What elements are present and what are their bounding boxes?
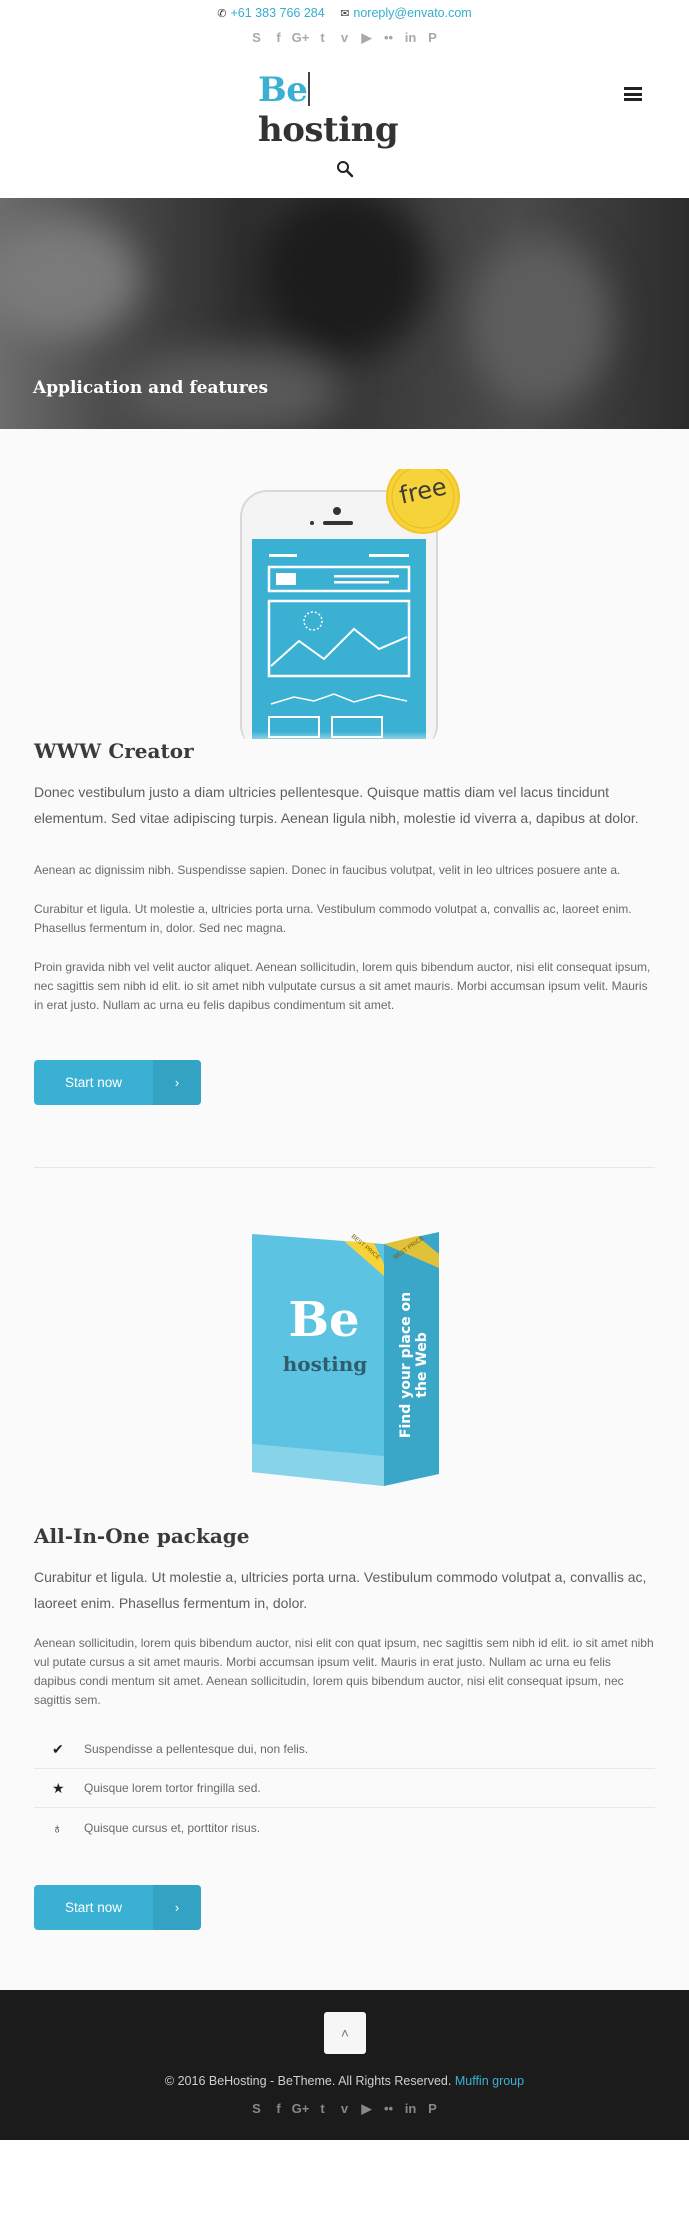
flickr-icon[interactable]: •• [383,30,394,45]
envelope-icon: ✉ [340,8,350,20]
hero-plant-shadow [260,198,430,358]
lead-paragraph: Curabitur et ligula. Ut molestie a, ultricies porta urna. Vestibulum commodo volutpat a, convallis ac, laoreet enim. Phasellus fermentum in, dolor. [34,1569,647,1611]
logo-hosting: hosting [258,110,399,150]
body-paragraph: Proin gravida nibh vel velit auctor aliquet. Aenean sollicitudin, lorem quis bibendum auctor, nisi elit consequat ipsum, nec sagittis sem nibh id elit. io sit amet nibh vulputate cursus a sit amet mauris. Morbi accumsan ipsum velit. Mauris in erat justo. Nullam ac urna eu felis dapibus condimentum sit amet. [34,960,651,1012]
facebook-icon[interactable]: f [276,2101,281,2116]
hero-background-blur [0,218,140,338]
body-paragraph: Curabitur et ligula. Ut molestie a, ultricies porta urna. Vestibulum commodo volutpat a, convallis ac, laoreet enim. Phasellus fermentum in, dolor. Sed nec magna. [34,902,632,935]
linkedin-icon[interactable]: in [404,30,417,45]
search-icon[interactable] [336,160,354,178]
back-to-top-button[interactable]: ˄ [324,2012,366,2054]
facebook-icon[interactable]: f [276,30,281,45]
google-plus-icon[interactable]: G+ [291,2101,310,2116]
chevron-right-icon: › [153,1885,201,1930]
box-illustration [34,1224,655,1504]
skype-icon[interactable]: S [252,30,261,45]
box-ribbon-best-price: BEST PRICE [392,1235,426,1261]
start-now-label: Start now [64,1900,123,1915]
phone-illustration [34,469,655,739]
twitter-icon[interactable]: t [320,2101,325,2116]
hamburger-menu-icon[interactable] [624,87,642,101]
twitter-icon[interactable]: t [320,30,325,45]
linkedin-icon[interactable]: in [404,2101,417,2116]
lead-paragraph: Donec vestibulum justo a diam ultricies pellentesque. Quisque mattis diam vel lacus tincidunt elementum. Sed vitae adipiscing turpis. Aenean ligula nibh, molestie id viverra a, dapibus at dolor. [34,784,639,826]
header-social-icons [0,29,689,47]
youtube-icon[interactable]: ▶ [361,2101,372,2116]
start-now-button[interactable] [34,1885,201,1930]
contact-bar [0,6,689,20]
logo-separator [308,72,310,106]
hero-window-blur [470,238,610,408]
box-be-text: Be [288,1292,360,1348]
vimeo-icon[interactable]: v [340,2101,349,2116]
site-footer [0,1990,689,2140]
list-item [34,1808,655,1847]
list-item [34,1769,655,1808]
body-paragraph: Aenean sollicitudin, lorem quis bibendum auctor, nisi elit con quat ipsum, nec sagittis sem nibh id elit. io sit amet nibh vul putate cursus a sit amet mauris. Morbi accumsan ipsum velit. Mauris in erat justo. Nullam ac urna eu felis dapibus condi mentum sit amet. Aenean sollicitudin, lorem quis bibendum auctor, nisi elit consequat ipsum, nec sagittis sem. [34,1636,654,1707]
copyright [0,2074,689,2088]
google-plus-icon[interactable]: G+ [291,30,310,45]
flickr-icon[interactable]: •• [383,2101,394,2116]
feature-text: Quisque cursus et, porttitor risus. [84,1820,261,1835]
site-logo[interactable] [258,70,430,150]
phone-link[interactable] [217,6,324,20]
email-link[interactable] [340,6,472,20]
copyright-text: © 2016 BeHosting - BeTheme. All Rights Reserved. [164,2074,452,2088]
logo-be: Be [258,70,308,110]
star-icon: ★ [52,1779,65,1796]
pinterest-icon[interactable]: P [428,2101,437,2116]
check-icon: ✔ [52,1740,64,1757]
main-content [0,429,689,1990]
feature-list [34,1730,655,1847]
vimeo-icon[interactable]: v [340,30,349,45]
phone-mockup-image [34,469,655,739]
body-paragraph: Aenean ac dignissim nibh. Suspendisse sapien. Donec in faucibus volutpat, velit in leo ultrices posuere ante a. [34,863,621,877]
box-ribbon-best-price: BEST PRICE [349,1233,381,1262]
content-bottom-spacing [0,1930,689,1990]
section-all-in-one [0,1224,689,1930]
section-title-all-in-one: All-In-One package [34,1524,250,1548]
chevron-right-icon: › [153,1060,201,1105]
youtube-icon[interactable]: ▶ [361,30,372,45]
start-now-label: Start now [64,1075,123,1090]
section-title-www-creator: WWW Creator [34,739,194,763]
page-hero [0,198,689,429]
box-hosting-text: hosting [282,1352,368,1376]
lightbulb-icon: ♁ [52,1819,63,1836]
muffin-group-link[interactable]: Muffin group [454,2074,525,2088]
footer-social-icons [0,2100,689,2118]
section-divider [34,1167,655,1168]
feature-text: Suspendisse a pellentesque dui, non felis. [84,1742,309,1756]
free-badge: free [396,472,450,510]
feature-text: Quisque lorem tortor fringilla sed. [84,1781,261,1795]
phone-icon: ✆ [217,8,227,20]
section-www-creator [0,469,689,1105]
pinterest-icon[interactable]: P [428,30,437,45]
start-now-button[interactable] [34,1060,201,1105]
phone-text: +61 383 766 284 [230,6,325,20]
page-title: Application and features [33,378,269,398]
email-text: noreply@envato.com [353,6,472,20]
skype-icon[interactable]: S [252,2101,261,2116]
top-header [0,0,689,198]
box-tagline: Find your place on the Web [398,1291,430,1439]
list-item [34,1730,655,1769]
